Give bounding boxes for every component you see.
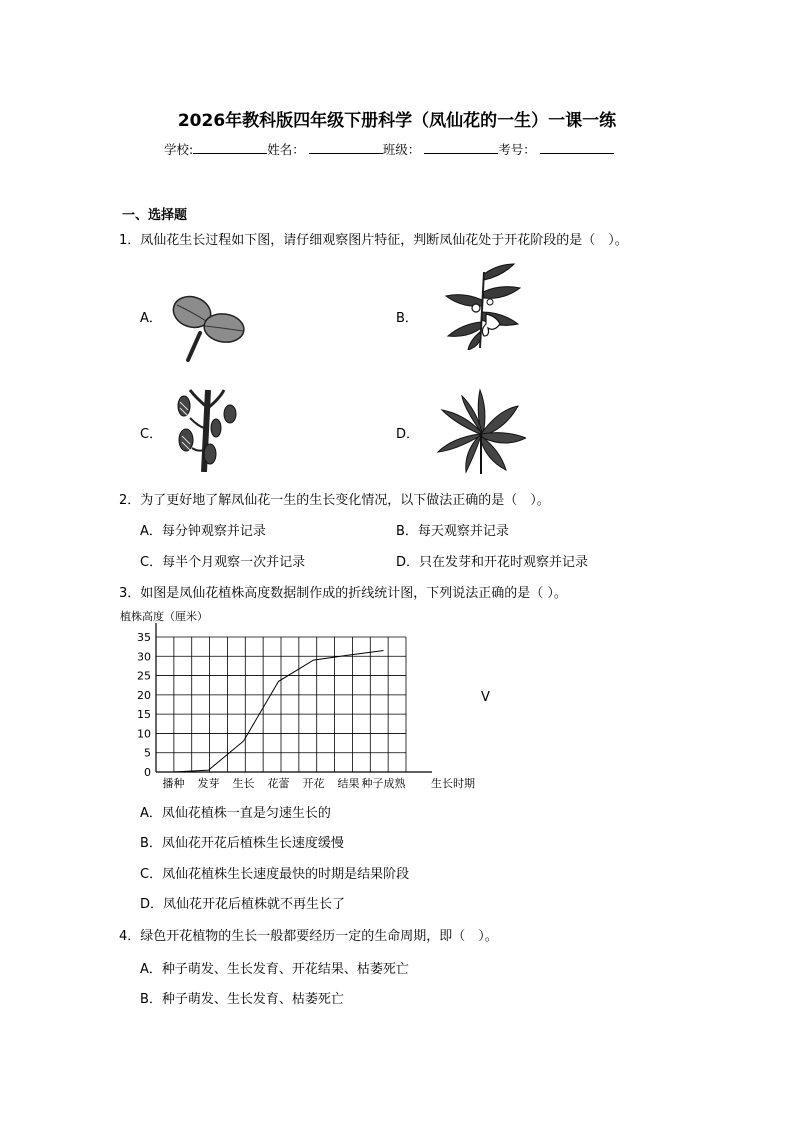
q2-option-d: D．只在发芽和开花时观察并记录 xyxy=(396,555,589,570)
q3-option-d: D．凤仙花开花后植株就不再生长了 xyxy=(140,897,346,912)
q1-option-d-label: D． xyxy=(396,427,420,442)
q2-option-c: C．每半个月观察一次并记录 xyxy=(140,555,306,570)
chart-y-tick-label: 35 xyxy=(137,631,151,644)
plant-height-series-line xyxy=(174,651,384,773)
q2-option-a: A．每分钟观察并记录 xyxy=(140,524,266,539)
chart-y-axis-label: 植株高度（厘米） xyxy=(120,610,208,623)
chart-y-tick-label: 30 xyxy=(137,650,151,664)
seedling-cotyledon-image xyxy=(168,288,250,362)
q3-option-c: C．凤仙花植株生长速度最快的时期是结果阶段 xyxy=(140,867,410,882)
q1-option-b-label: B． xyxy=(396,311,418,326)
q1-option-a-label: A． xyxy=(140,311,162,326)
flowering-plant-image xyxy=(440,262,522,350)
chart-y-tick-label: 15 xyxy=(137,708,151,722)
school-label: 学校: xyxy=(164,142,194,157)
chart-y-ticks xyxy=(137,631,151,779)
question-3-stem: 3．如图是凤仙花植株高度数据制作成的折线统计图，下列说法正确的是（ ）。 xyxy=(119,586,567,601)
exam-no-blank xyxy=(540,141,614,154)
q3-option-a: A．凤仙花植株一直是匀速生长的 xyxy=(140,806,331,821)
document-title: 2026年教科版四年级下册科学（凤仙花的一生）一课一练 xyxy=(177,111,617,131)
chart-x-tick-label: 播种 xyxy=(162,777,185,790)
chart-y-tick-label: 5 xyxy=(144,746,151,760)
chart-x-tick-label: 开花 xyxy=(302,777,325,790)
class-label: 班级： xyxy=(382,142,421,157)
chart-grid xyxy=(156,623,432,772)
chart-y-tick-label: 10 xyxy=(137,727,151,741)
chart-x-tick-label: 种子成熟 xyxy=(361,777,406,790)
chart-x-tick-label: 花蕾 xyxy=(267,777,290,790)
chart-x-tick-label: 发芽 xyxy=(197,777,220,790)
question-2-stem: 2．为了更好地了解凤仙花一生的生长变化情况，以下做法正确的是（ ）。 xyxy=(119,493,550,508)
question-1-stem: 1．凤仙花生长过程如下图，请仔细观察图片特征，判断凤仙花处于开花阶段的是（ ）。 xyxy=(119,233,628,248)
chart-x-tick-label: 结果 xyxy=(337,777,360,790)
leafy-plant-image xyxy=(436,388,526,474)
chart-x-tick-label: 生长 xyxy=(232,777,255,790)
q3-option-b: B．凤仙花开花后植株生长速度缓慢 xyxy=(140,836,344,851)
plant-height-line-chart xyxy=(100,606,500,796)
name-blank xyxy=(309,141,383,154)
exam-no-label: 考号： xyxy=(498,142,536,157)
stray-mark: V xyxy=(481,690,490,705)
chart-x-ticks xyxy=(163,776,407,790)
chart-y-tick-label: 25 xyxy=(137,669,151,683)
section-heading: 一、选择题 xyxy=(122,208,188,223)
school-blank xyxy=(193,141,267,154)
q4-option-a: A．种子萌发、生长发育、开花结果、枯萎死亡 xyxy=(140,962,409,977)
name-label: 姓名： xyxy=(267,142,305,157)
chart-x-axis-label: 生长时期 xyxy=(431,777,475,790)
chart-y-tick-label: 20 xyxy=(137,688,151,702)
q1-option-c-label: C． xyxy=(140,427,163,442)
class-blank xyxy=(424,141,498,154)
q2-option-b: B．每天观察并记录 xyxy=(396,524,509,539)
question-4-stem: 4．绿色开花植物的生长一般都要经历一定的生命周期，即（ ）。 xyxy=(119,929,498,944)
chart-y-tick-label: 0 xyxy=(144,766,151,779)
student-info-line xyxy=(164,140,614,158)
q4-option-b: B．种子萌发、生长发育、枯萎死亡 xyxy=(140,992,344,1007)
seed-pod-plant-image xyxy=(170,388,244,472)
